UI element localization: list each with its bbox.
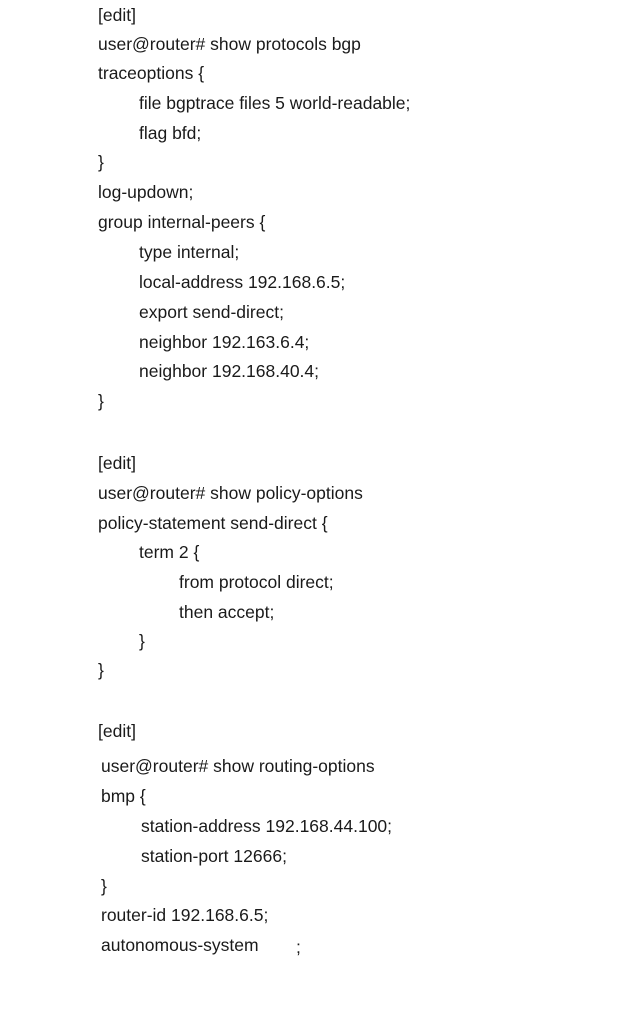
config-line: group internal-peers { xyxy=(98,212,266,232)
closing-brace: } xyxy=(101,876,107,896)
edit-marker: [edit] xyxy=(98,721,136,741)
config-line: neighbor 192.163.6.4; xyxy=(139,332,310,352)
closing-brace: } xyxy=(139,631,145,651)
config-line: traceoptions { xyxy=(98,63,205,83)
config-line: local-address 192.168.6.5; xyxy=(139,272,346,292)
config-line: term 2 { xyxy=(139,542,200,562)
cli-command: user@router# show policy-options xyxy=(98,483,363,503)
cli-command: user@router# show routing-options xyxy=(101,756,375,776)
config-line: file bgptrace files 5 world-readable; xyxy=(139,93,411,113)
config-line: neighbor 192.168.40.4; xyxy=(139,361,320,381)
config-line: station-port 12666; xyxy=(141,846,287,866)
closing-brace: } xyxy=(98,391,104,411)
config-line: station-address 192.168.44.100; xyxy=(141,816,393,836)
edit-marker: [edit] xyxy=(98,453,136,473)
config-line: bmp { xyxy=(101,786,146,806)
closing-brace: } xyxy=(98,152,104,172)
config-line: type internal; xyxy=(139,242,240,262)
config-line: then accept; xyxy=(179,602,275,622)
config-line: policy-statement send-direct { xyxy=(98,513,328,533)
config-line: log-updown; xyxy=(98,182,194,202)
config-line: from protocol direct; xyxy=(179,572,334,592)
cli-command: user@router# show protocols bgp xyxy=(98,34,361,54)
edit-marker: [edit] xyxy=(98,5,136,25)
config-line: flag bfd; xyxy=(139,123,202,143)
config-terminator: ; xyxy=(296,937,301,957)
config-line: autonomous-system xyxy=(101,935,259,955)
config-line: router-id 192.168.6.5; xyxy=(101,905,269,925)
closing-brace: } xyxy=(98,660,104,680)
config-line: export send-direct; xyxy=(139,302,284,322)
